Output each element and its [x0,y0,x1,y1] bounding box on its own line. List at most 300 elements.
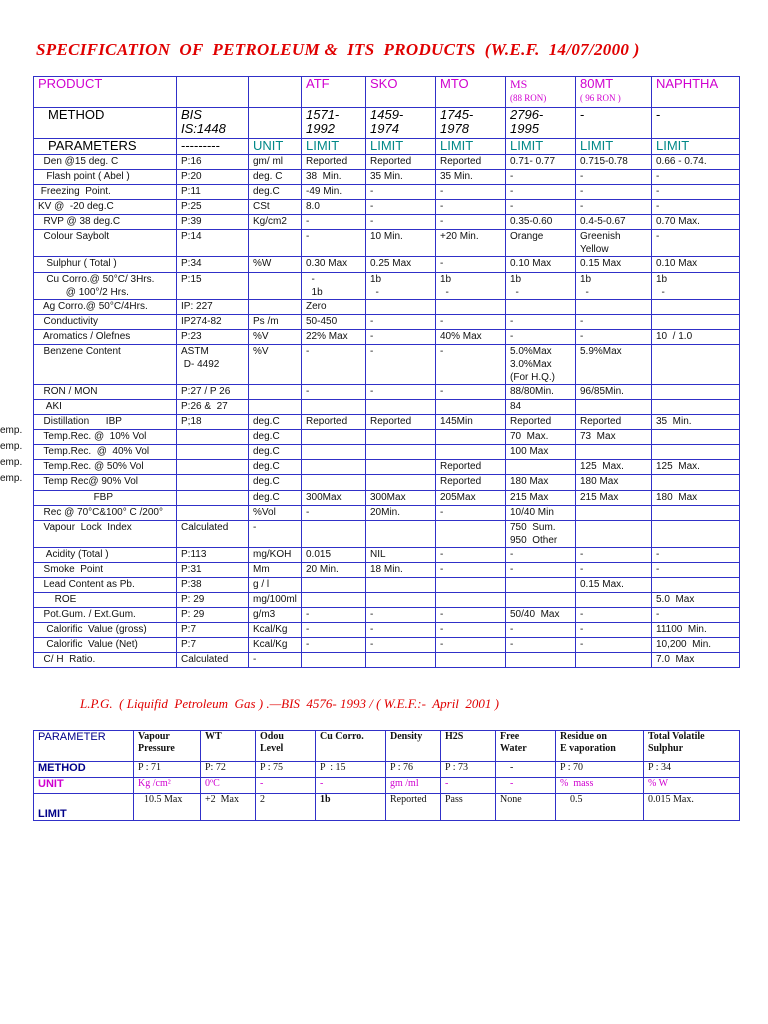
cell-limit-ms: 5.0%Max 3.0%Max (For H.Q.) [506,344,576,384]
cell-limit-sko: Reported [366,155,436,170]
petroleum-spec-table [33,76,740,668]
cell-limit-atf [302,592,366,607]
cell-parameter: Distillation IBP [34,415,177,430]
lpg-method-value: P : 71 [134,762,201,778]
cell-limit-naphtha: - [652,170,740,185]
cell-limit-naphtha: 125 Max. [652,460,740,475]
cell-limit-mto [436,577,506,592]
cell-limit-mto: - [436,257,506,272]
table-row [34,638,740,653]
cell-parameter: Calorific Value (Net) [34,638,177,653]
limit-label: LIMIT [506,139,576,155]
cell-limit-atf: 0.30 Max [302,257,366,272]
cell-limit-80mt [576,299,652,314]
cell-unit: deg. C [249,170,302,185]
lpg-unit-row [34,778,740,794]
lpg-limit-label: LIMIT [34,794,134,821]
cell-limit-ms: 50/40 Max [506,608,576,623]
cell-limit-sko: NIL [366,547,436,562]
cell-limit-mto [436,399,506,414]
limit-label: LIMIT [302,139,366,155]
table-row [34,520,740,547]
cell-limit-sko: - [366,608,436,623]
cell-limit-mto: - [436,562,506,577]
cell-limit-mto: 145Min [436,415,506,430]
cell-limit-sko: 18 Min. [366,562,436,577]
cell-method: P:7 [177,638,249,653]
cell-parameter: RON / MON [34,384,177,399]
cell-limit-ms [506,460,576,475]
product-header-row [34,77,740,108]
lpg-method-value: P : 70 [556,762,644,778]
cell-limit-mto: - [436,547,506,562]
cell-limit-atf [302,577,366,592]
cell-unit: g/m3 [249,608,302,623]
lpg-method-row [34,762,740,778]
cell-limit-sko [366,577,436,592]
cell-limit-sko: - [366,185,436,200]
table-row [34,272,740,299]
lpg-unit-value: % W [644,778,740,794]
lpg-unit-label: UNIT [34,778,134,794]
cell-parameter: RVP @ 38 deg.C [34,215,177,230]
lpg-method-value: P : 73 [441,762,496,778]
lpg-unit-value: - [441,778,496,794]
cell-limit-ms: 0.71- 0.77 [506,155,576,170]
cell-limit-atf: -49 Min. [302,185,366,200]
cell-limit-sko: 0.25 Max [366,257,436,272]
cell-limit-naphtha: 0.70 Max. [652,215,740,230]
lpg-unit-value: - [316,778,386,794]
cell-unit: g / l [249,577,302,592]
page-title: SPECIFICATION OF PETROLEUM & ITS PRODUCTS (W.E.F. 14/07/2000 ) [36,40,640,59]
cell-method: P:34 [177,257,249,272]
lpg-header-row [34,731,740,762]
cell-limit-naphtha: - [652,562,740,577]
lpg-limit-value: 0.015 Max. [644,794,740,821]
cell-limit-80mt: 1b - [576,272,652,299]
cell-method: IP: 227 [177,299,249,314]
cell-limit-sko: - [366,200,436,215]
cell-method: P:38 [177,577,249,592]
cell-limit-ms [506,592,576,607]
cell-method [177,430,249,445]
cell-limit-ms: 100 Max [506,445,576,460]
cell-parameter: Vapour Lock Index [34,520,177,547]
table-row [34,257,740,272]
lpg-method-value: P: 72 [201,762,256,778]
cell-limit-naphtha [652,299,740,314]
cell-limit-ms: - [506,314,576,329]
cell-method: P:20 [177,170,249,185]
cell-method: P:26 & 27 [177,399,249,414]
table-row [34,577,740,592]
cell-limit-mto: Reported [436,460,506,475]
cell-limit-atf: 38 Min. [302,170,366,185]
method-bis: BIS IS:1448 [177,108,249,139]
lpg-limit-value: 1b [316,794,386,821]
cell-method: P:14 [177,230,249,257]
cell-method [177,445,249,460]
cell-limit-naphtha: - [652,547,740,562]
table-row [34,299,740,314]
lpg-limit-value: Pass [441,794,496,821]
cell-limit-ms: 84 [506,399,576,414]
cell-limit-naphtha: 0.10 Max [652,257,740,272]
table-row [34,562,740,577]
table-row [34,185,740,200]
spec-rows [34,155,740,668]
table-row [34,430,740,445]
table-row [34,547,740,562]
table-row [34,445,740,460]
cell-limit-ms: 0.35-0.60 [506,215,576,230]
cell-limit-80mt: - [576,547,652,562]
cell-limit-sko [366,520,436,547]
lpg-unit-value: Kg /cm² [134,778,201,794]
cell-limit-sko: - [366,638,436,653]
cell-limit-sko [366,445,436,460]
cell-unit: Kcal/Kg [249,638,302,653]
left-edge-label: emp. [0,473,23,484]
cell-parameter: ROE [34,592,177,607]
cell-unit: Kcal/Kg [249,623,302,638]
cell-parameter: Temp.Rec. @ 50% Vol [34,460,177,475]
cell-method [177,460,249,475]
cell-limit-atf: 0.015 [302,547,366,562]
cell-limit-naphtha: 7.0 Max [652,653,740,668]
cell-limit-naphtha: 180 Max [652,490,740,505]
cell-unit: %V [249,329,302,344]
cell-unit: mg/100ml [249,592,302,607]
cell-parameter: Lead Content as Pb. [34,577,177,592]
lpg-method-value: P : 15 [316,762,386,778]
table-row [34,460,740,475]
cell-limit-naphtha: 5.0 Max [652,592,740,607]
table-row [34,505,740,520]
product-80mt: 80MT [580,76,614,91]
cell-limit-80mt: - [576,623,652,638]
cell-parameter: Aromatics / Olefnes [34,329,177,344]
lpg-unit-value: 0ºC [201,778,256,794]
cell-unit: Mm [249,562,302,577]
cell-limit-mto [436,592,506,607]
cell-parameter: AKI [34,399,177,414]
cell-method: P:11 [177,185,249,200]
left-edge-label: emp. [0,441,23,452]
cell-limit-atf: - [302,623,366,638]
cell-limit-naphtha [652,445,740,460]
cell-limit-mto: - [436,314,506,329]
cell-unit [249,399,302,414]
cell-method [177,505,249,520]
cell-limit-mto: +20 Min. [436,230,506,257]
cell-limit-80mt [576,520,652,547]
cell-unit: deg.C [249,185,302,200]
cell-limit-mto: Reported [436,155,506,170]
cell-limit-mto: 205Max [436,490,506,505]
cell-unit: deg.C [249,460,302,475]
cell-parameter: Flash point ( Abel ) [34,170,177,185]
cell-limit-ms [506,577,576,592]
cell-unit: - [249,520,302,547]
lpg-method-value: P : 34 [644,762,740,778]
cell-limit-80mt: - [576,200,652,215]
cell-limit-ms: - [506,623,576,638]
cell-limit-ms: 1b - [506,272,576,299]
lpg-method-label: METHOD [34,762,134,778]
cell-limit-atf [302,520,366,547]
cell-limit-mto [436,520,506,547]
cell-parameter: Temp.Rec. @ 40% Vol [34,445,177,460]
cell-limit-ms: - [506,200,576,215]
cell-limit-ms: 180 Max [506,475,576,490]
lpg-limit-value: 10.5 Max [134,794,201,821]
cell-limit-atf [302,460,366,475]
cell-limit-atf: 50-450 [302,314,366,329]
cell-limit-ms: - [506,329,576,344]
cell-limit-mto [436,653,506,668]
cell-limit-ms: 215 Max [506,490,576,505]
cell-limit-80mt [576,505,652,520]
lpg-unit-value: gm /ml [386,778,441,794]
cell-limit-naphtha: - [652,200,740,215]
cell-parameter: Acidity (Total ) [34,547,177,562]
cell-unit: Ps /m [249,314,302,329]
cell-limit-mto: - [436,185,506,200]
cell-limit-mto: 40% Max [436,329,506,344]
cell-limit-naphtha [652,344,740,384]
cell-limit-80mt [576,399,652,414]
cell-limit-ms: 10/40 Min [506,505,576,520]
cell-limit-mto: - [436,215,506,230]
cell-limit-80mt [576,445,652,460]
cell-parameter: C/ H Ratio. [34,653,177,668]
cell-limit-atf: 300Max [302,490,366,505]
cell-parameter: Benzene Content [34,344,177,384]
cell-limit-atf [302,430,366,445]
cell-limit-mto [436,430,506,445]
cell-limit-ms: 0.10 Max [506,257,576,272]
cell-method: P:113 [177,547,249,562]
cell-limit-mto [436,299,506,314]
cell-limit-ms [506,653,576,668]
table-row [34,415,740,430]
cell-limit-sko: 35 Min. [366,170,436,185]
left-edge-label: emp. [0,425,23,436]
limit-label: LIMIT [366,139,436,155]
cell-limit-atf: - [302,215,366,230]
table-row [34,314,740,329]
product-sko: SKO [366,77,436,108]
table-row [34,490,740,505]
cell-limit-ms: - [506,547,576,562]
lpg-spec-table [33,730,740,821]
cell-limit-mto: - [436,623,506,638]
cell-limit-80mt: 73 Max [576,430,652,445]
cell-limit-ms: - [506,638,576,653]
cell-unit: %V [249,344,302,384]
cell-method: P:23 [177,329,249,344]
limit-label: LIMIT [576,139,652,155]
cell-limit-naphtha: - [652,608,740,623]
lpg-col-header: Free Water [496,731,556,762]
cell-limit-ms: - [506,170,576,185]
cell-limit-naphtha: - [652,185,740,200]
cell-limit-atf: Zero [302,299,366,314]
cell-limit-naphtha: 1b - [652,272,740,299]
cell-unit [249,272,302,299]
cell-parameter: Pot.Gum. / Ext.Gum. [34,608,177,623]
cell-limit-ms: 750 Sum. 950 Other [506,520,576,547]
cell-limit-sko: Reported [366,415,436,430]
cell-limit-naphtha [652,505,740,520]
cell-limit-sko [366,475,436,490]
cell-parameter: Sulphur ( Total ) [34,257,177,272]
left-edge-label: emp. [0,457,23,468]
cell-method: P:15 [177,272,249,299]
cell-parameter: Conductivity [34,314,177,329]
lpg-limit-value: +2 Max [201,794,256,821]
cell-unit: deg.C [249,490,302,505]
cell-limit-sko [366,653,436,668]
method-atf: 1571- 1992 [302,108,366,139]
cell-limit-atf [302,475,366,490]
method-80mt: - [576,108,652,139]
lpg-limit-value: 2 [256,794,316,821]
cell-method: P:7 [177,623,249,638]
cell-limit-naphtha: 10,200 Min. [652,638,740,653]
cell-method: P:25 [177,200,249,215]
table-row [34,344,740,384]
cell-limit-atf: 8.0 [302,200,366,215]
table-row [34,623,740,638]
cell-unit: mg/KOH [249,547,302,562]
cell-limit-atf: - [302,230,366,257]
cell-unit: Kg/cm2 [249,215,302,230]
cell-limit-sko [366,299,436,314]
cell-limit-80mt: - [576,562,652,577]
cell-limit-80mt: Reported [576,415,652,430]
cell-method: P:39 [177,215,249,230]
cell-limit-atf: - [302,505,366,520]
method-header-row [34,108,740,139]
product-ms-sub: (88 RON) [510,93,547,103]
cell-parameter: Rec @ 70°C&100° C /200° [34,505,177,520]
lpg-unit-value: - [256,778,316,794]
cell-limit-sko: - [366,314,436,329]
cell-limit-mto: 35 Min. [436,170,506,185]
cell-unit [249,299,302,314]
cell-parameter: Temp Rec@ 90% Vol [34,475,177,490]
cell-unit: deg.C [249,445,302,460]
cell-limit-atf: Reported [302,155,366,170]
method-ms: 2796- 1995 [506,108,576,139]
cell-limit-mto: - [436,344,506,384]
lpg-method-value: - [496,762,556,778]
cell-limit-ms: - [506,562,576,577]
limit-label: LIMIT [436,139,506,155]
cell-limit-atf [302,653,366,668]
table-row [34,329,740,344]
cell-unit: CSt [249,200,302,215]
cell-limit-mto: 1b - [436,272,506,299]
lpg-limit-row [34,794,740,821]
cell-limit-sko: - [366,623,436,638]
cell-limit-mto: - [436,200,506,215]
lpg-col-header: Vapour Pressure [134,731,201,762]
product-ms: MS [510,77,528,91]
cell-limit-ms: 88/80Min. [506,384,576,399]
lpg-col-header: Odou Level [256,731,316,762]
lpg-limit-value: Reported [386,794,441,821]
cell-limit-sko [366,399,436,414]
cell-parameter: Calorific Value (gross) [34,623,177,638]
cell-limit-atf: - 1b [302,272,366,299]
parameters-label: PARAMETERS [34,139,177,155]
cell-limit-naphtha [652,314,740,329]
cell-method: P: 29 [177,608,249,623]
method-naphtha: - [652,108,740,139]
cell-limit-sko [366,460,436,475]
cell-method [177,475,249,490]
cell-limit-mto: - [436,638,506,653]
cell-limit-80mt: 180 Max [576,475,652,490]
cell-limit-80mt: 125 Max. [576,460,652,475]
cell-unit: deg.C [249,415,302,430]
cell-limit-atf: - [302,344,366,384]
cell-limit-mto: - [436,384,506,399]
cell-limit-sko: - [366,215,436,230]
cell-unit: %W [249,257,302,272]
method-label: METHOD [34,108,177,139]
lpg-method-value: P : 76 [386,762,441,778]
table-row [34,215,740,230]
unit-label: UNIT [249,139,302,155]
cell-limit-naphtha [652,577,740,592]
cell-limit-mto: - [436,608,506,623]
table-row [34,155,740,170]
cell-method: Calculated [177,520,249,547]
cell-limit-mto: Reported [436,475,506,490]
cell-limit-atf: - [302,638,366,653]
cell-limit-naphtha: 35 Min. [652,415,740,430]
cell-method: P;18 [177,415,249,430]
parameters-header-row [34,139,740,155]
cell-limit-atf [302,445,366,460]
table-row [34,399,740,414]
table-row [34,200,740,215]
lpg-col-header: H2S [441,731,496,762]
cell-unit [249,384,302,399]
cell-limit-sko [366,592,436,607]
table-row [34,384,740,399]
cell-unit: gm/ ml [249,155,302,170]
cell-method: IP274-82 [177,314,249,329]
cell-limit-80mt [576,653,652,668]
cell-limit-atf: Reported [302,415,366,430]
cell-limit-mto: - [436,505,506,520]
lpg-col-header: Cu Corro. [316,731,386,762]
cell-unit: - [249,653,302,668]
cell-parameter: Freezing Point. [34,185,177,200]
cell-parameter: Ag Corro.@ 50°C/4Hrs. [34,299,177,314]
cell-unit: deg.C [249,475,302,490]
cell-limit-naphtha [652,399,740,414]
cell-limit-naphtha: 11100 Min. [652,623,740,638]
lpg-limit-value: 0.5 [556,794,644,821]
cell-limit-sko: 10 Min. [366,230,436,257]
